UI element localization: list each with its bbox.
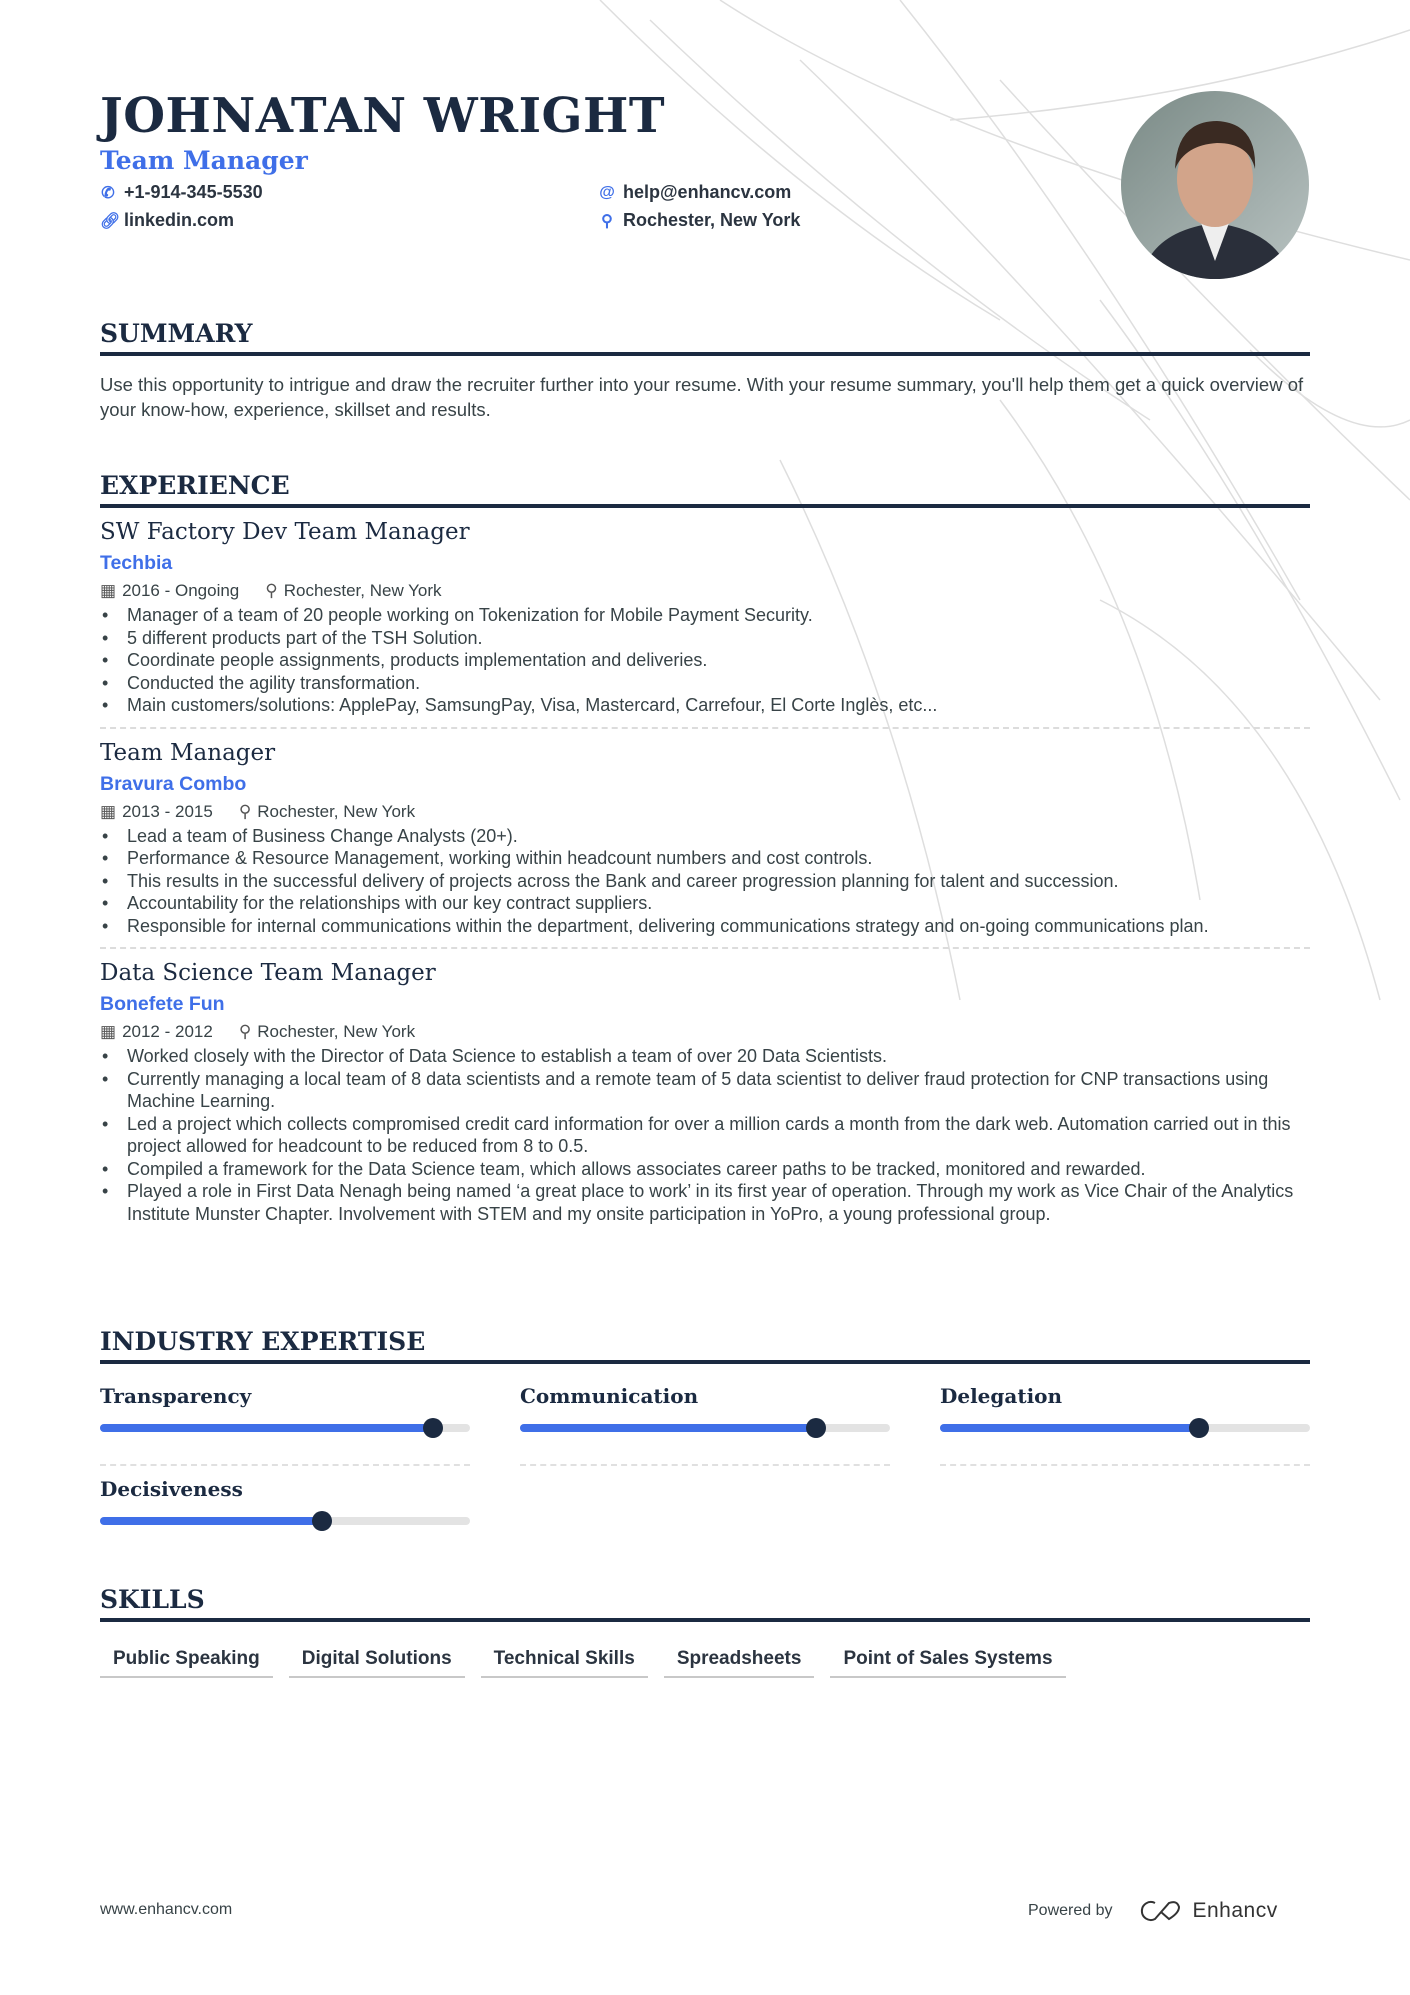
footer-branding xyxy=(1028,1899,1278,1923)
company-name[interactable]: Bravura Combo xyxy=(100,772,247,795)
job-meta xyxy=(100,1019,1310,1045)
experience-section xyxy=(100,470,1310,1235)
bullet-item: • Lead a team of Business Change Analysts (20+). xyxy=(100,825,1310,848)
level-knob xyxy=(423,1418,443,1438)
phone-contact xyxy=(100,182,263,203)
skills-heading: SKILLS xyxy=(100,1584,1310,1622)
level-knob xyxy=(312,1511,332,1531)
bullet-item: • Led a project which collects compromised credit card information for over a million cards a month from the dark web. Automation carried out in this project allowed for headcount to be reduced from 8 to 0.5. xyxy=(100,1113,1310,1158)
expertise-item xyxy=(940,1384,1310,1466)
job-dates: 2012 - 2012 xyxy=(122,1022,213,1041)
phone-icon: ✆ xyxy=(101,184,115,202)
bullet-item: • Compiled a framework for the Data Science team, which allows associates career paths to be tracked, monitored and rewarded. xyxy=(100,1158,1310,1181)
summary-heading: SUMMARY xyxy=(100,318,1310,356)
expertise-item xyxy=(100,1477,470,1525)
job-bullets xyxy=(100,825,1310,938)
location-pin-icon: ⚲ xyxy=(601,212,613,230)
expertise-level-bar xyxy=(100,1424,470,1432)
link-contact[interactable] xyxy=(100,210,234,231)
divider xyxy=(520,1464,890,1466)
job-title: SW Factory Dev Team Manager xyxy=(100,519,470,545)
candidate-name: JOHNATAN WRIGHT xyxy=(100,88,666,144)
job-location: Rochester, New York xyxy=(257,801,416,821)
divider xyxy=(940,1464,1310,1466)
bullet-item: • Main customers/solutions: ApplePay, SamsungPay, Visa, Mastercard, Carrefour, El Corte Inglès, etc... xyxy=(100,694,1310,717)
expertise-heading: INDUSTRY EXPERTISE xyxy=(100,1326,1310,1364)
level-knob xyxy=(1189,1418,1209,1438)
industry-expertise-section xyxy=(100,1326,1310,1526)
bullet-item: • Responsible for internal communications within the department, delivering communications strategy and on-going communications plan. xyxy=(100,915,1310,938)
bullet-item: • This results in the successful delivery of projects across the Bank and career progression planning for talent and succession. xyxy=(100,870,1310,893)
skills-section xyxy=(100,1584,1310,1678)
job-entry xyxy=(100,729,1310,950)
expertise-label: Decisiveness xyxy=(100,1477,243,1501)
bullet-item: • Conducted the agility transformation. xyxy=(100,672,1310,695)
location-pin-icon: ⚲ xyxy=(265,581,278,600)
enhancv-brand: Enhancv xyxy=(1192,1899,1278,1922)
bullet-item: • Played a role in First Data Nenagh being named ‘a great place to work’ in its first year of operation. Through my work as Vice Chair of the Analytics Institute Munster Chapter. Involvement with STEM and my onsite participation in YoPro, a young professional group. xyxy=(100,1180,1310,1225)
link-icon: 🔗︎ xyxy=(100,212,121,230)
location-pin-icon: ⚲ xyxy=(238,1022,252,1041)
calendar-icon: ▦ xyxy=(100,1022,117,1041)
job-dates: 2013 - 2015 xyxy=(122,801,213,821)
calendar-icon: ▦ xyxy=(100,801,117,821)
job-location: Rochester, New York xyxy=(257,1022,416,1041)
at-icon: @ xyxy=(599,183,615,201)
bullet-item: • Performance & Resource Management, working within headcount numbers and cost controls. xyxy=(100,847,1310,870)
experience-heading: EXPERIENCE xyxy=(100,470,1310,508)
company-name[interactable]: Bonefete Fun xyxy=(100,993,225,1015)
skill-tag: Point of Sales Systems xyxy=(830,1644,1065,1678)
bullet-item: • Worked closely with the Director of Data Science to establish a team of over 20 Data Scientists. xyxy=(100,1045,1310,1068)
job-meta xyxy=(100,578,1310,604)
job-dates: 2016 - Ongoing xyxy=(122,581,240,600)
company-name[interactable]: Techbia xyxy=(100,552,173,574)
divider xyxy=(100,1464,470,1466)
skill-tag: Spreadsheets xyxy=(664,1644,815,1678)
footer-website[interactable]: www.enhancv.com xyxy=(100,1901,233,1918)
job-meta xyxy=(100,799,1310,825)
phone-text: +1-914-345-5530 xyxy=(124,182,263,202)
job-entry xyxy=(100,508,1310,729)
candidate-title: Team Manager xyxy=(100,146,308,175)
email-text[interactable]: help@enhancv.com xyxy=(623,182,792,202)
skill-tag: Digital Solutions xyxy=(289,1644,465,1678)
enhancv-logo-icon xyxy=(1139,1900,1185,1922)
job-bullets xyxy=(100,1045,1310,1225)
skill-tag: Public Speaking xyxy=(100,1644,273,1678)
summary-section xyxy=(100,318,1310,422)
expertise-label: Delegation xyxy=(940,1384,1063,1408)
job-location: Rochester, New York xyxy=(283,581,442,600)
expertise-label: Transparency xyxy=(100,1384,252,1408)
expertise-level-bar xyxy=(100,1517,470,1525)
bullet-item: • Manager of a team of 20 people working on Tokenization for Mobile Payment Security. xyxy=(100,604,1310,627)
bullet-item: • Currently managing a local team of 8 data scientists and a remote team of 5 data scientist to deliver fraud protection for CNP transactions using Machine Learning. xyxy=(100,1068,1310,1113)
expertise-level-bar xyxy=(520,1424,890,1432)
expertise-item xyxy=(100,1384,470,1466)
job-title: Team Manager xyxy=(100,739,276,766)
expertise-level-bar xyxy=(940,1424,1310,1432)
level-knob xyxy=(806,1418,826,1438)
skill-tag: Technical Skills xyxy=(481,1644,648,1678)
job-bullets xyxy=(100,604,1310,717)
job-entry xyxy=(100,949,1310,1235)
link-text[interactable]: linkedin.com xyxy=(124,210,235,230)
expertise-item xyxy=(520,1384,890,1466)
email-contact[interactable] xyxy=(599,182,791,203)
powered-by-label: Powered by xyxy=(1028,1902,1113,1919)
location-contact xyxy=(599,210,800,231)
bullet-item: • 5 different products part of the TSH Solution. xyxy=(100,627,1310,650)
location-text: Rochester, New York xyxy=(623,210,801,230)
bullet-item: • Coordinate people assignments, products implementation and deliveries. xyxy=(100,649,1310,672)
calendar-icon: ▦ xyxy=(100,581,117,600)
summary-text: Use this opportunity to intrigue and draw the recruiter further into your resume. With your resume summary, you'll help them get a quick overview of your know-how, experience, skillset and results. xyxy=(100,374,1304,420)
expertise-label: Communication xyxy=(520,1384,699,1408)
job-title: Data Science Team Manager xyxy=(100,960,436,986)
bullet-item: • Accountability for the relationships with our key contract suppliers. xyxy=(100,892,1310,915)
location-pin-icon: ⚲ xyxy=(238,801,252,821)
profile-photo xyxy=(1121,91,1309,279)
